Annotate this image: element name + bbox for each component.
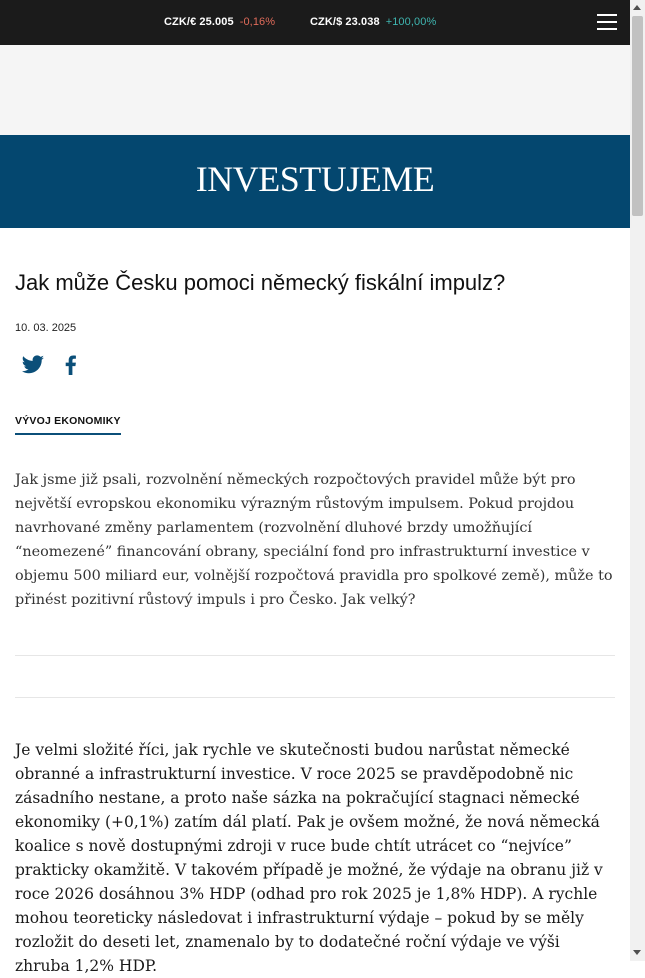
- site-logo[interactable]: INVESTUJEME: [195, 159, 435, 199]
- facebook-icon[interactable]: [59, 353, 83, 377]
- article-lead: Jak jsme již psali, rozvolnění německých rozpočtových pravidel může být pro největší evropskou ekonomiku výrazným růstovým impulsem. Pokud projdou navrhované změny parlamentem (rozvolnění dluhové brzdy umožňující “neomezené” financování obrany, speciální fond pro infrastrukturní investice v objemu 500 miliard eur, volnější rozpočtová pravidla pro spolkové země), může to přinést pozitivní růstový impuls i pro Česko. Jak velký?: [15, 472, 613, 608]
- article-body: Je velmi složité říci, jak rychle ve skutečnosti budou narůstat německé obranné a infrastrukturní investice. V roce 2025 se pravděpodobně nic zásadního nestane, a proto naše sázka na pokračující stagnaci německé ekonomiky (+0,1%) zatím dál platí. Pak je ovšem možné, že nová německá koalice s nově dostupnými zdroji v ruce bude chtít utrácet co “nejvíce” prakticky okamžitě. V takovém případě je možné, že výdaje na obranu již v roce 2026 dosáhnou 3% HDP (odhad pro rok 2025 je 1,8% HDP). A rychle mohou teoreticky následovat i infrastrukturní výdaje – pokud by se měly rozložit do deseti let, znamenalo by to dodatečné roční výdaje ve výši zhruba 1,2% HDP.: [15, 741, 603, 975]
- ticker-czk-eur[interactable]: [164, 16, 275, 28]
- article-date: 10. 03. 2025: [15, 322, 77, 334]
- vertical-scrollbar[interactable]: [630, 0, 645, 961]
- category-tag[interactable]: VÝVOJ EKONOMIKY: [15, 415, 121, 435]
- ticker-rate: CZK/€ 25.005: [164, 16, 234, 28]
- scroll-up-arrow-icon[interactable]: [633, 5, 641, 10]
- currency-ticker-bar: [0, 0, 630, 45]
- ticker-czk-usd[interactable]: [310, 16, 436, 28]
- twitter-icon[interactable]: [21, 353, 45, 377]
- ad-space: [0, 45, 630, 135]
- scroll-down-arrow-icon[interactable]: [633, 950, 641, 955]
- divider: [15, 655, 615, 656]
- article-title: Jak může Česku pomoci německý fiskální impulz?: [15, 270, 506, 295]
- ticker-change: -0,16%: [239, 16, 276, 28]
- ticker-rate: CZK/$ 23.038: [310, 16, 380, 28]
- divider: [15, 697, 615, 698]
- ticker-change: +100,00%: [385, 16, 437, 28]
- hamburger-menu-icon[interactable]: [597, 14, 617, 30]
- scrollbar-thumb[interactable]: [632, 16, 643, 216]
